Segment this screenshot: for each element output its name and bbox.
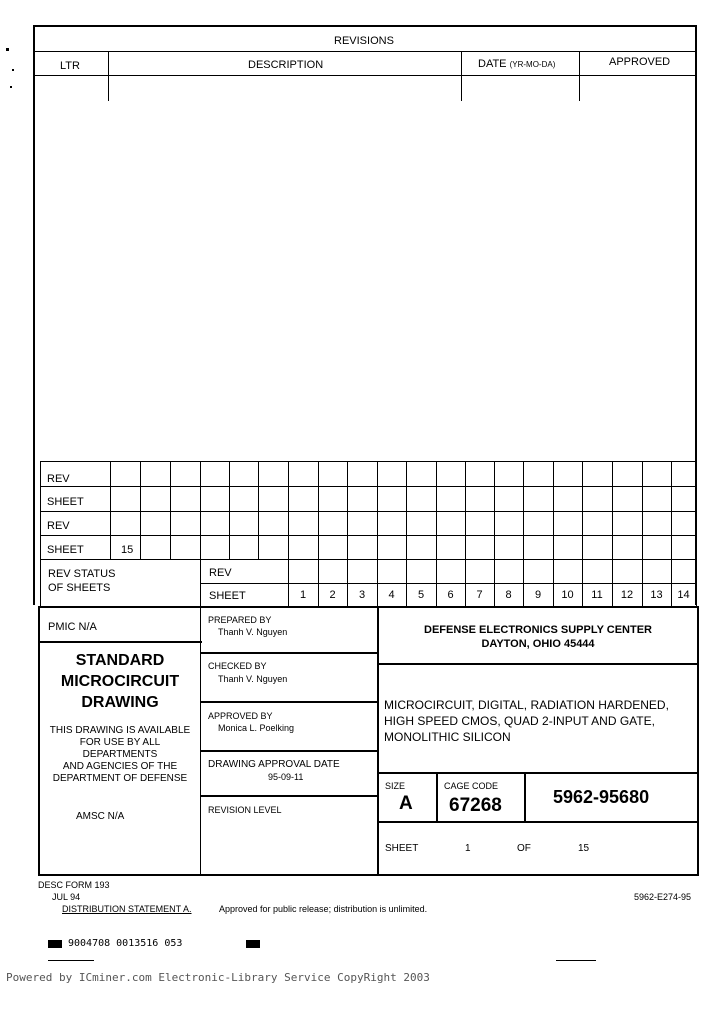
grid-col-line	[229, 461, 230, 559]
col-date	[478, 58, 555, 71]
sheet-number-cell: 6	[447, 589, 454, 601]
approved-by-label: APPROVED BY	[208, 711, 273, 721]
grid-col-line	[465, 461, 466, 607]
grid-row-line-4	[40, 559, 696, 560]
grid-col-line	[494, 461, 495, 607]
titleblock-bottom	[38, 874, 699, 876]
grid-top	[40, 461, 696, 462]
sheet-info-of: OF	[517, 843, 531, 854]
grid-col-line	[140, 461, 141, 559]
grid-col-line	[347, 461, 348, 607]
form-number: DESC FORM 193	[38, 880, 110, 890]
sheet-number-cell: 2	[329, 589, 336, 601]
drawing-number: 5962-95680	[553, 787, 650, 807]
sheet-number-cell: 13	[650, 589, 663, 601]
grid-row-line-2	[40, 511, 696, 512]
sheet-number-cell: 5	[417, 589, 425, 601]
rev-status-rev: REV	[209, 567, 232, 579]
document-title	[384, 697, 696, 745]
col-date-format: (YR-MO-DA)	[509, 60, 556, 69]
sheet-info-label: SHEET	[385, 843, 419, 854]
sheet-number-cell: 3	[358, 589, 366, 601]
pmic-divider	[38, 641, 202, 643]
grid-label-sheet-2: SHEET	[47, 544, 84, 556]
grid-col-line	[612, 461, 613, 607]
mid-right	[377, 606, 379, 876]
grid-col-line	[377, 461, 378, 607]
checked-by-name: Thanh V. Nguyen	[218, 674, 288, 684]
sheet-number-cell: 7	[476, 589, 483, 601]
grid-sheet-15: 15	[121, 544, 134, 556]
sheet-number-cell: 9	[534, 589, 542, 601]
size-value: A	[399, 793, 413, 814]
revisions-title: REVISIONS	[334, 35, 394, 47]
title-microcircuit: MICROCIRCUIT	[60, 673, 180, 690]
agency-line-2: DAYTON, OHIO 45444	[481, 638, 595, 650]
sheet-number-cell: 14	[677, 589, 690, 601]
grid-col-line	[200, 461, 201, 559]
cage-divider	[524, 772, 526, 822]
sheet-number-cell: 8	[505, 589, 512, 601]
approved-by-name: Monica L. Poelking	[218, 723, 295, 733]
margin-speck-2	[12, 69, 14, 71]
availability-line-5: DEPARTMENT OF DEFENSE	[52, 773, 188, 784]
sheet-number-cell: 1	[299, 589, 307, 601]
frame-top	[33, 25, 696, 27]
sheet-number-cell: 11	[591, 589, 603, 601]
mid-divider-2	[200, 701, 378, 703]
grid-col-line	[170, 461, 171, 559]
grid-row-line-3	[40, 535, 696, 536]
agency-block	[380, 623, 696, 651]
col-approved: APPROVED	[609, 56, 671, 68]
grid-col-line	[436, 461, 437, 607]
mid-divider-1	[200, 652, 378, 654]
margin-speck-1	[6, 48, 9, 51]
doc-title-line-2: HIGH SPEED CMOS, QUAD 2-INPUT AND GATE,	[384, 714, 655, 728]
size-divider	[436, 772, 438, 822]
col-ltr: LTR	[60, 60, 80, 72]
pmic: PMIC N/A	[48, 621, 97, 633]
availability-line-4: AND AGENCIES OF THE	[62, 761, 178, 772]
grid-col-line	[671, 461, 672, 607]
availability-note	[40, 725, 200, 785]
grid-col-line	[523, 461, 524, 607]
sheet-number-cell: 12	[620, 589, 634, 601]
title-standard: STANDARD	[75, 652, 165, 669]
approval-date-label: DRAWING APPROVAL DATE	[208, 759, 340, 770]
rev-col-divider-3	[579, 51, 580, 101]
amsc: AMSC N/A	[76, 811, 125, 822]
rev-status-line2: OF SHEETS	[48, 582, 111, 594]
title-drawing: DRAWING	[81, 694, 159, 711]
prepared-by-label: PREPARED BY	[208, 615, 272, 625]
titleblock-right	[697, 606, 699, 876]
grid-left	[40, 461, 41, 607]
doc-title-line-1: MICROCIRCUIT, DIGITAL, RADIATION HARDENED,	[384, 698, 669, 712]
right-divider-2	[377, 772, 698, 774]
checked-by-label: CHECKED BY	[208, 661, 267, 671]
form-date: JUL 94	[52, 892, 81, 902]
barcode-end-mark	[246, 940, 260, 948]
barcode-text: 9004708 0013516 053	[68, 938, 183, 949]
frame-left	[33, 25, 35, 605]
rev-col-divider-1	[108, 51, 109, 101]
approval-date-value: 95-09-11	[268, 772, 304, 782]
availability-line-2: FOR USE BY ALL	[79, 737, 161, 748]
grid-col-line	[642, 461, 643, 607]
cage-value: 67268	[449, 795, 502, 816]
rev-status-sheet: SHEET	[209, 590, 246, 602]
grid-col-line	[288, 461, 289, 607]
grid-col-line	[696, 461, 697, 607]
revisions-header-divider	[33, 75, 696, 76]
rev-status-line1: REV STATUS	[48, 568, 116, 580]
revisions-title-divider	[33, 51, 696, 52]
grid-col-line	[110, 461, 111, 559]
standard-drawing-title	[40, 650, 200, 713]
rev-col-divider-2	[461, 51, 462, 101]
revision-level-label: REVISION LEVEL	[208, 805, 282, 815]
grid-col-line	[553, 461, 554, 607]
footer-rule-right	[556, 960, 596, 961]
footer-rule-left	[48, 960, 94, 961]
distribution-label: DISTRIBUTION STATEMENT A.	[62, 904, 192, 914]
reference-number: 5962-E274-95	[634, 892, 692, 902]
titleblock-top	[40, 606, 698, 608]
availability-line-3: DEPARTMENTS	[82, 749, 158, 760]
availability-line-1: THIS DRAWING IS AVAILABLE	[49, 725, 191, 736]
grid-row-line-1	[40, 486, 696, 487]
grid-col-line	[406, 461, 407, 607]
sheet-info-current: 1	[465, 843, 471, 854]
cage-label: CAGE CODE	[444, 781, 499, 791]
prepared-by-name: Thanh V. Nguyen	[218, 627, 288, 637]
agency-line-1: DEFENSE ELECTRONICS SUPPLY CENTER	[424, 624, 652, 636]
powered-by: Powered by ICminer.com Electronic-Library Service CopyRight 2003	[6, 971, 430, 984]
sheet-number-cell: 4	[388, 589, 395, 601]
margin-speck-3	[10, 86, 12, 88]
barcode-start-mark	[48, 940, 62, 948]
grid-label-rev-2: REV	[47, 520, 70, 532]
size-label: SIZE	[385, 781, 406, 791]
sheet-info-total: 15	[578, 843, 590, 854]
mid-divider-3	[200, 750, 378, 752]
mid-divider-4	[200, 795, 378, 797]
grid-label-rev-1: REV	[47, 473, 70, 485]
grid-col-line	[582, 461, 583, 607]
col-description: DESCRIPTION	[248, 59, 324, 71]
col-date-label: DATE	[478, 58, 507, 70]
rev-status-mid	[200, 583, 696, 584]
distribution-text: Approved for public release; distribution is unlimited.	[219, 904, 428, 914]
doc-title-line-3: MONOLITHIC SILICON	[384, 730, 511, 744]
right-divider-1	[377, 663, 698, 665]
grid-label-sheet-1: SHEET	[47, 496, 84, 508]
right-divider-3	[377, 821, 698, 823]
grid-col-line	[318, 461, 319, 607]
grid-col-line	[258, 461, 259, 559]
sheet-number-cell: 10	[561, 589, 574, 601]
